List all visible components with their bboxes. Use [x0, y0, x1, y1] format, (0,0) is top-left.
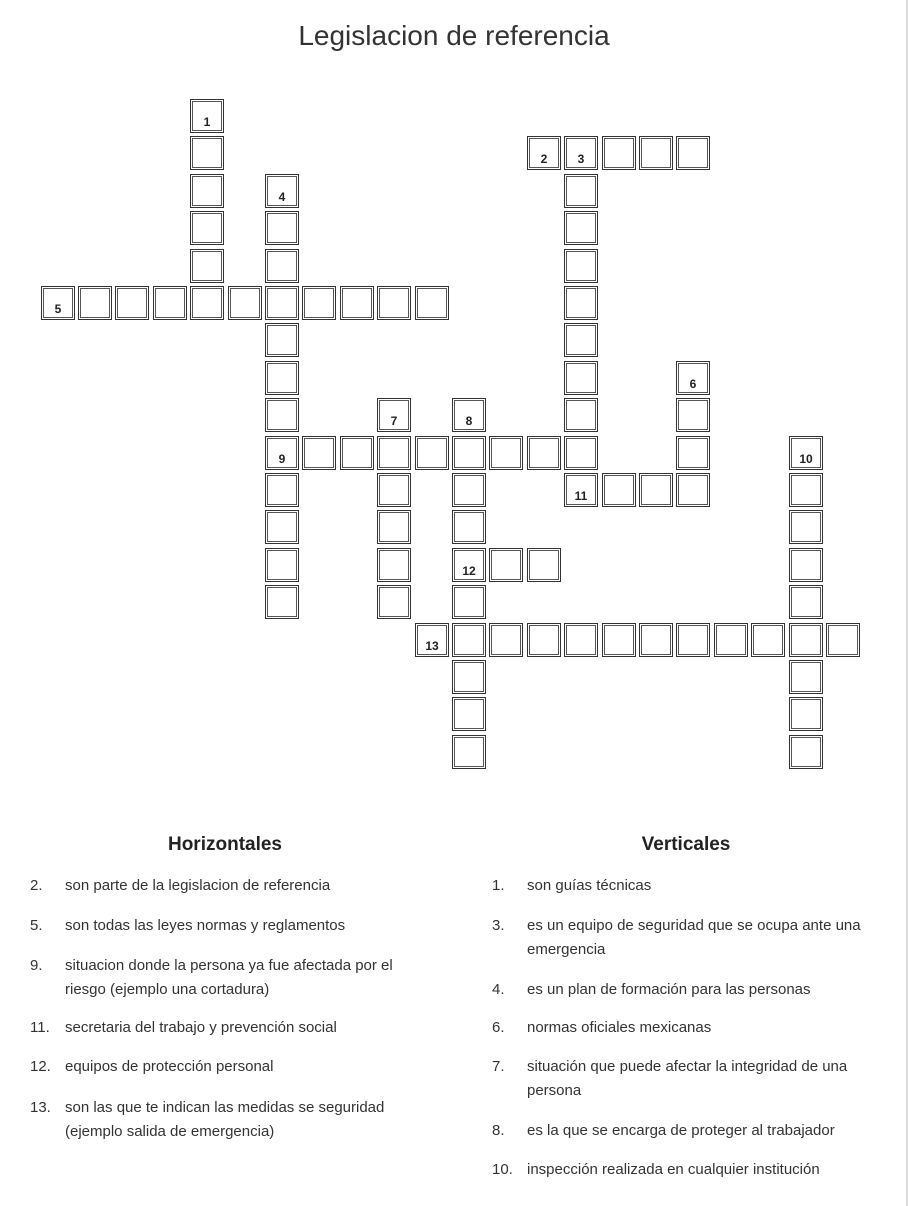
crossword-cell[interactable] [564, 286, 598, 320]
crossword-cell[interactable] [676, 136, 710, 170]
crossword-cell[interactable] [564, 398, 598, 432]
crossword-cell[interactable] [639, 623, 673, 657]
clue-number: 3. [492, 917, 505, 934]
cell-number: 1 [203, 115, 211, 129]
crossword-cell[interactable] [602, 623, 636, 657]
cell-number: 7 [390, 414, 398, 428]
clue-text: es la que se encarga de proteger al trabajador [527, 1122, 835, 1139]
crossword-cell[interactable] [564, 211, 598, 245]
crossword-cell[interactable] [377, 548, 411, 582]
crossword-cell[interactable] [789, 548, 823, 582]
crossword-cell[interactable] [190, 211, 224, 245]
clue-number: 1. [492, 877, 505, 894]
crossword-cell[interactable] [452, 510, 486, 544]
crossword-cell[interactable] [265, 548, 299, 582]
crossword-cell[interactable] [452, 436, 486, 470]
crossword-cell[interactable] [602, 473, 636, 507]
crossword-cell[interactable] [265, 473, 299, 507]
clue-number: 2. [30, 877, 43, 894]
clue-text: situación que puede afectar la integridad de una persona [527, 1058, 848, 1099]
crossword-cell[interactable] [789, 735, 823, 769]
crossword-cell[interactable] [789, 473, 823, 507]
crossword-cell[interactable] [714, 623, 748, 657]
crossword-cell[interactable] [789, 510, 823, 544]
clue-across-9 [30, 954, 430, 1002]
crossword-cell[interactable] [340, 436, 374, 470]
crossword-cell[interactable] [265, 398, 299, 432]
clue-number: 7. [492, 1058, 505, 1075]
clue-text: son todas las leyes normas y reglamentos [65, 917, 346, 934]
clue-down-3 [492, 914, 892, 962]
clue-number: 11. [30, 1019, 50, 1036]
clue-text: normas oficiales mexicanas [527, 1019, 712, 1036]
crossword-cell[interactable] [228, 286, 262, 320]
crossword-cell[interactable] [78, 286, 112, 320]
crossword-cell[interactable] [377, 510, 411, 544]
crossword-cell[interactable] [190, 286, 224, 320]
clue-number: 9. [30, 957, 43, 974]
crossword-cell[interactable] [302, 436, 336, 470]
cell-number: 6 [689, 377, 697, 391]
clue-across-13 [30, 1096, 430, 1144]
crossword-cell[interactable] [265, 510, 299, 544]
crossword-cell[interactable] [452, 660, 486, 694]
crossword-cell[interactable] [452, 697, 486, 731]
cell-number: 4 [278, 190, 286, 204]
clue-across-12 [30, 1055, 430, 1079]
clue-number: 8. [492, 1122, 505, 1139]
crossword-cell[interactable] [527, 548, 561, 582]
crossword-cell[interactable] [153, 286, 187, 320]
crossword-cell[interactable] [190, 174, 224, 208]
clue-text: son las que te indican las medidas se seguridad (ejemplo salida de emergencia) [65, 1099, 385, 1140]
crossword-cell[interactable] [676, 623, 710, 657]
clue-text: secretaria del trabajo y prevención social [65, 1019, 337, 1036]
crossword-cell[interactable] [527, 623, 561, 657]
crossword-cell[interactable] [564, 623, 598, 657]
crossword-cell[interactable] [265, 249, 299, 283]
crossword-cell[interactable] [527, 436, 561, 470]
clue-down-1 [492, 874, 892, 898]
cell-number: 10 [799, 452, 813, 466]
crossword-cell[interactable] [639, 136, 673, 170]
crossword-cell[interactable] [602, 136, 636, 170]
clue-across-2 [30, 874, 430, 898]
crossword-cell[interactable] [340, 286, 374, 320]
crossword-cell[interactable] [489, 623, 523, 657]
clue-across-5 [30, 914, 430, 938]
clue-text: equipos de protección personal [65, 1058, 274, 1075]
clue-number: 12. [30, 1058, 51, 1075]
crossword-cell[interactable] [377, 286, 411, 320]
crossword-cell[interactable] [564, 249, 598, 283]
clue-number: 6. [492, 1019, 505, 1036]
crossword-cell[interactable] [789, 697, 823, 731]
crossword-cell[interactable] [265, 286, 299, 320]
crossword-cell[interactable] [789, 585, 823, 619]
verticales-heading: Verticales [641, 834, 731, 855]
crossword-cell[interactable] [302, 286, 336, 320]
crossword-cell[interactable] [489, 436, 523, 470]
crossword-cell[interactable] [564, 361, 598, 395]
clue-down-10 [492, 1158, 892, 1182]
crossword-cell[interactable] [789, 623, 823, 657]
page-title: Legislacion de referencia [298, 20, 610, 51]
crossword-cell[interactable] [564, 436, 598, 470]
cell-number: 8 [465, 414, 473, 428]
clue-text: es un equipo de seguridad que se ocupa ante una emergencia [527, 917, 861, 958]
crossword-cell[interactable] [676, 398, 710, 432]
clue-down-6 [492, 1016, 892, 1040]
clue-text: inspección realizada en cualquier institución [527, 1161, 820, 1178]
crossword-cell[interactable] [377, 436, 411, 470]
clue-text: son guías técnicas [527, 877, 652, 894]
crossword-cell[interactable] [190, 249, 224, 283]
crossword-cell[interactable] [452, 585, 486, 619]
crossword-cell[interactable] [676, 436, 710, 470]
crossword-cell[interactable] [265, 211, 299, 245]
crossword-cell[interactable] [826, 623, 860, 657]
crossword-cell[interactable] [564, 323, 598, 357]
clue-text: situacion donde la persona ya fue afectada por el riesgo (ejemplo una cortadura) [65, 957, 393, 998]
crossword-cell[interactable] [452, 735, 486, 769]
cell-number: 13 [425, 639, 439, 653]
clue-down-7 [492, 1055, 892, 1103]
crossword-cell[interactable] [265, 361, 299, 395]
crossword-cell[interactable] [452, 623, 486, 657]
crossword-cell[interactable] [489, 548, 523, 582]
cell-number: 12 [462, 564, 476, 578]
crossword-cell[interactable] [452, 473, 486, 507]
clue-text: es un plan de formación para las personas [527, 981, 811, 998]
cell-number: 3 [577, 152, 585, 166]
cell-number: 11 [574, 489, 588, 503]
crossword-cell[interactable] [190, 136, 224, 170]
crossword-cell[interactable] [415, 436, 449, 470]
clue-down-4 [492, 978, 892, 1002]
crossword-cell[interactable] [377, 585, 411, 619]
crossword-cell[interactable] [564, 174, 598, 208]
clue-number: 10. [492, 1161, 513, 1178]
crossword-cell[interactable] [377, 473, 411, 507]
crossword-cell[interactable] [751, 623, 785, 657]
cell-number: 9 [278, 452, 286, 466]
horizontales-heading: Horizontales [167, 834, 283, 855]
crossword-cell[interactable] [265, 323, 299, 357]
clue-across-11 [30, 1016, 430, 1040]
crossword-cell[interactable] [115, 286, 149, 320]
crossword-cell[interactable] [415, 286, 449, 320]
clue-text: son parte de la legislacion de referencia [65, 877, 331, 894]
clue-number: 4. [492, 981, 505, 998]
clue-down-8 [492, 1119, 892, 1143]
crossword-cell[interactable] [639, 473, 673, 507]
clue-number: 13. [30, 1099, 51, 1116]
clue-number: 5. [30, 917, 43, 934]
crossword-cell[interactable] [265, 585, 299, 619]
cell-number: 2 [540, 152, 548, 166]
cell-number: 5 [54, 302, 62, 316]
crossword-cell[interactable] [789, 660, 823, 694]
crossword-cell[interactable] [676, 473, 710, 507]
